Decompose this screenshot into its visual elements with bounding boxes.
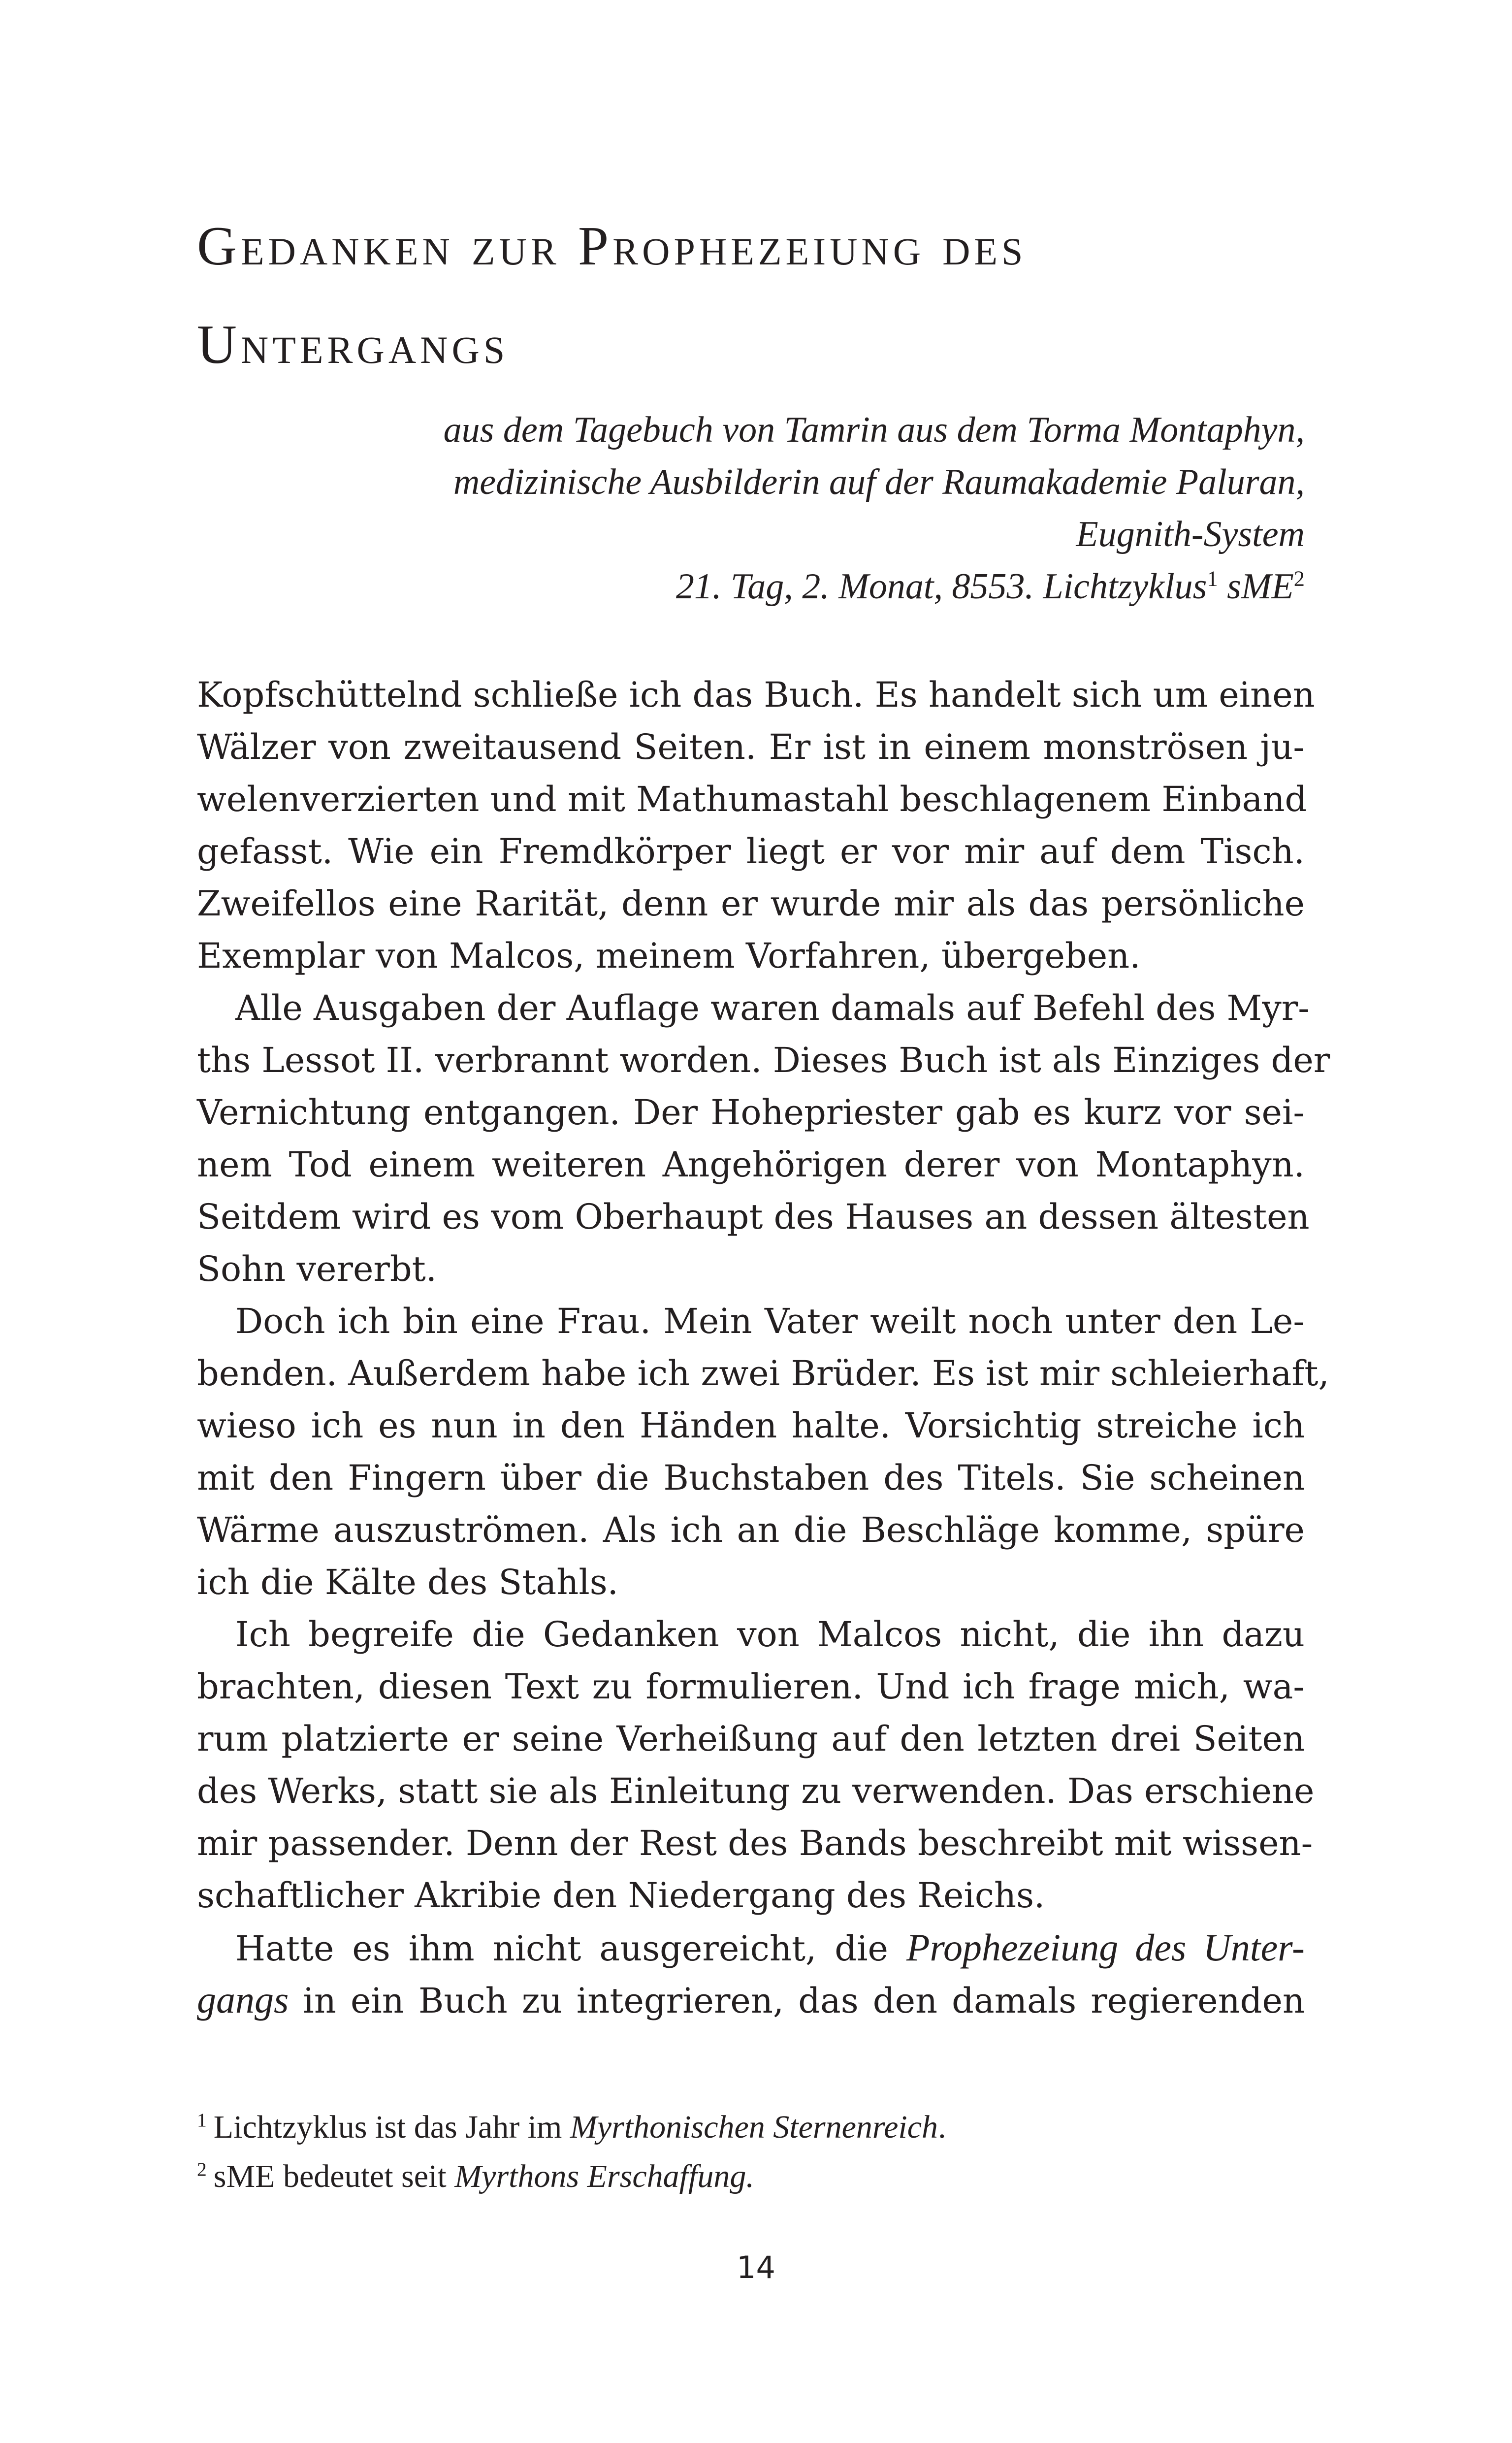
text-line: ich die Kälte des Stahls. <box>197 1562 618 1602</box>
text-line: brachten, diesen Text zu formulieren. Und ich frage mich, wa- <box>197 1666 1305 1707</box>
footnote-text: . <box>938 2109 946 2145</box>
footnote-italic: Myrthons Erschaffung. <box>454 2158 754 2194</box>
text-line: Kopfschüttelnd schließe ich das Buch. Es handelt sich um einen <box>197 675 1315 715</box>
text-line: Wälzer von zweitausend Seiten. Er ist in einem monströsen ju- <box>197 727 1305 767</box>
footnote-2 <box>197 2152 1305 2201</box>
paragraph-2 <box>197 982 1330 1295</box>
footnote-text: sME bedeutet seit <box>213 2158 455 2194</box>
text-line: Ich begreife die Gedanken von Malcos nicht, die ihn dazu <box>235 1614 1305 1655</box>
chapter-title <box>197 197 1329 394</box>
text-line: schaftlicher Akribie den Niedergang des Reichs. <box>197 1875 1045 1916</box>
footnote-marker: 1 <box>197 2109 207 2131</box>
text-line: Seitdem wird es vom Oberhaupt des Hauses an dessen ältesten <box>197 1197 1310 1237</box>
chapter-title-line-1: Gedanken zur Prophezeiung des <box>197 216 1027 277</box>
page-number: 14 <box>737 2249 775 2285</box>
source-line: Eugnith-System <box>1076 514 1305 554</box>
book-title-italic: gangs <box>197 1978 289 2021</box>
text-line: ths Lessot II. verbrannt worden. Dieses Buch ist als Einziges der <box>197 1040 1330 1080</box>
text-line: Vernichtung entgangen. Der Hohepriester gab es kurz vor sei- <box>197 1092 1305 1133</box>
text-line <box>197 1974 1305 2026</box>
text-line: des Werks, statt sie als Einleitung zu verwenden. Das erschiene <box>197 1771 1315 1811</box>
text-line: Exemplar von Malcos, meinem Vorfahren, übergeben. <box>197 936 1141 976</box>
text-line: Sohn vererbt. <box>197 1249 437 1289</box>
text-line: Wärme auszuströmen. Als ich an die Beschläge komme, spüre <box>197 1510 1305 1550</box>
footnotes <box>197 2103 1305 2201</box>
text-line: Doch ich bin eine Frau. Mein Vater weilt noch unter den Le- <box>235 1301 1305 1341</box>
footnote-1 <box>197 2103 1305 2152</box>
source-era: sME <box>1218 566 1294 607</box>
text-line: nem Tod einem weiteren Angehörigen derer von Montaphyn. <box>197 1144 1305 1185</box>
text-segment: Hatte es ihm nicht ausgereicht, die <box>235 1928 906 1969</box>
source-line: aus dem Tagebuch von Tamrin aus dem Torma Montaphyn, <box>443 410 1305 450</box>
book-title-italic: Prophezeiung des Unter- <box>906 1926 1305 1969</box>
text-line: welenverzierten und mit Mathumastahl beschlagenem Einband <box>197 779 1307 819</box>
text-line: gefasst. Wie ein Fremdkörper liegt er vor mir auf dem Tisch. <box>197 831 1305 872</box>
footnote-italic: Myrthonischen Sternenreich <box>570 2109 938 2145</box>
text-line: Zweifellos eine Rarität, denn er wurde mir als das persönliche <box>197 883 1305 924</box>
body-text <box>197 669 1330 2026</box>
footnote-ref-2: 2 <box>1293 566 1305 591</box>
text-line: Alle Ausgaben der Auflage waren damals auf Befehl des Myr- <box>235 988 1310 1028</box>
diary-source-block <box>295 404 1305 613</box>
footnote-ref-1: 1 <box>1207 566 1218 591</box>
paragraph-5 <box>197 1922 1305 2026</box>
source-date-line <box>295 560 1305 613</box>
text-line: wieso ich es nun in den Händen halte. Vorsichtig streiche ich <box>197 1405 1305 1446</box>
text-line: benden. Außerdem habe ich zwei Brüder. Es ist mir schleierhaft, <box>197 1353 1329 1394</box>
chapter-title-line-2: Untergangs <box>197 314 509 375</box>
paragraph-4 <box>197 1608 1315 1922</box>
text-line: rum platzierte er seine Verheißung auf den letzten drei Seiten <box>197 1719 1305 1759</box>
footnote-text: Lichtzyklus ist das Jahr im <box>213 2109 570 2145</box>
text-segment: in ein Buch zu integrieren, das den damals regierenden <box>289 1981 1305 2021</box>
paragraph-1 <box>197 669 1315 982</box>
text-line: mir passender. Denn der Rest des Bands beschreibt mit wissen- <box>197 1823 1313 1863</box>
paragraph-3 <box>197 1295 1329 1608</box>
text-line <box>197 1922 1305 1974</box>
text-line: mit den Fingern über die Buchstaben des Titels. Sie scheinen <box>197 1458 1305 1498</box>
footnote-marker: 2 <box>197 2158 207 2180</box>
source-date: 21. Tag, 2. Monat, 8553. Lichtzyklus <box>676 566 1207 607</box>
source-line: medizinische Ausbilderin auf der Raumakademie Paluran, <box>453 462 1305 502</box>
